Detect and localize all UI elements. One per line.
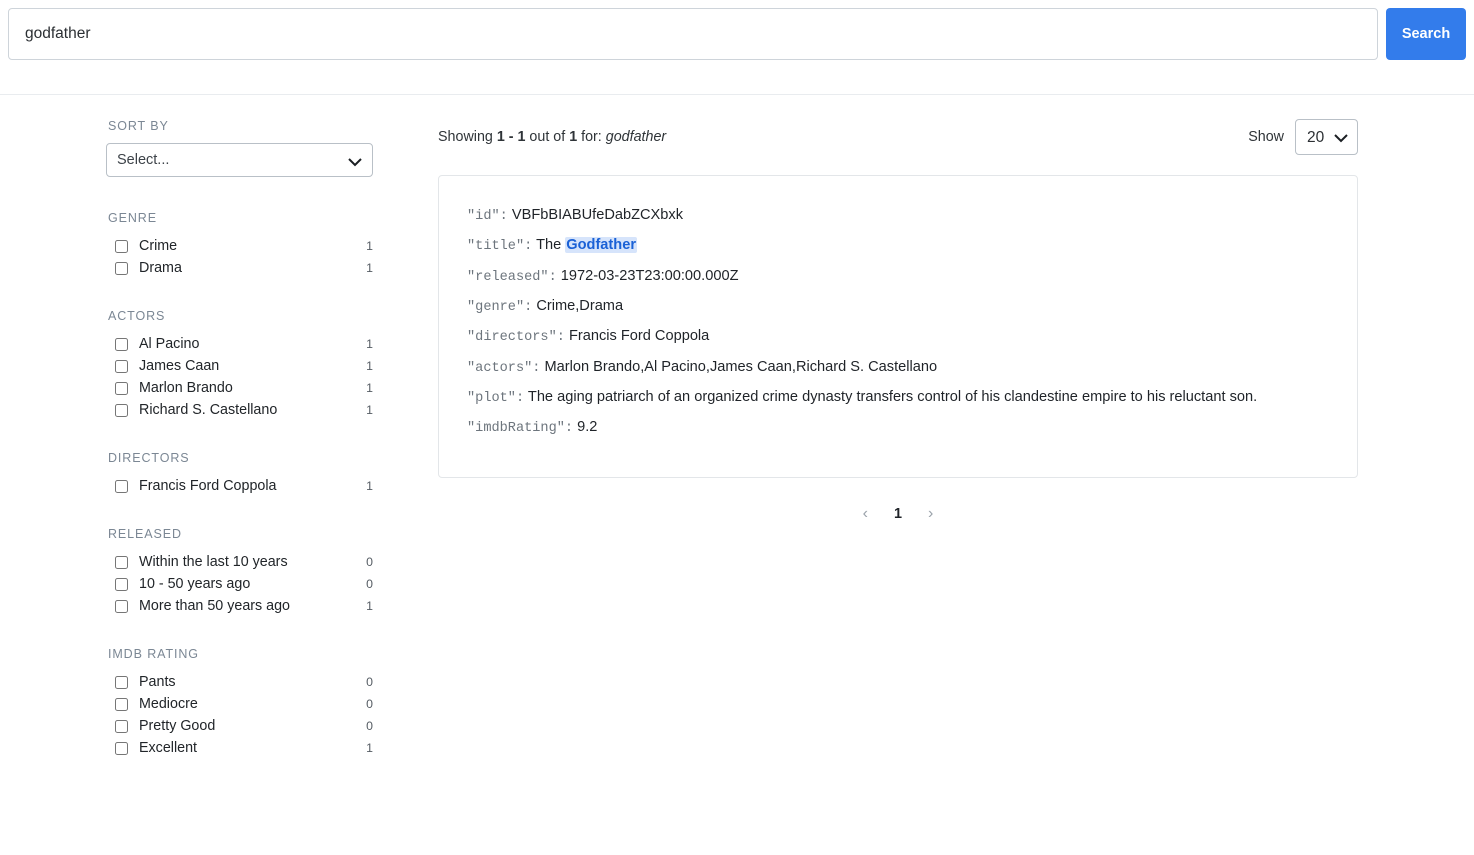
- field-value-genre: Crime,Drama: [536, 298, 624, 315]
- results-panel: [438, 119, 1474, 855]
- facet-group-genre: [106, 211, 414, 279]
- pagination-page-1[interactable]: 1: [893, 505, 902, 522]
- facet-item-pants[interactable]: [106, 671, 374, 693]
- showing-range: 1 - 1: [496, 129, 526, 145]
- facet-item-al-pacino[interactable]: [106, 333, 374, 355]
- facet-checkbox-al-pacino[interactable]: [115, 338, 128, 351]
- field-directors: [467, 327, 1329, 347]
- field-key-id: "id":: [467, 209, 508, 224]
- showing-prefix: Showing: [438, 129, 493, 145]
- field-value-id: VBFbBIABUfeDabZCXbxk: [511, 207, 683, 223]
- facet-group-actors: [106, 309, 414, 421]
- facet-count-mediocre: 0: [366, 697, 373, 711]
- facet-label-crime: Crime: [139, 238, 178, 254]
- facet-count-pants: 0: [366, 675, 373, 689]
- facet-checkbox-10-50-years-ago[interactable]: [115, 578, 128, 591]
- field-key-actors: "actors":: [467, 360, 541, 376]
- facet-count-more-than-50-years-ago: 1: [366, 599, 373, 613]
- field-key-plot: "plot":: [467, 391, 525, 407]
- facet-checkbox-excellent[interactable]: [115, 742, 128, 755]
- field-genre: [467, 297, 1329, 317]
- facet-checkbox-last-10-years[interactable]: [115, 556, 128, 569]
- field-key-genre: "genre":: [467, 300, 533, 316]
- facet-label-drama: Drama: [139, 260, 182, 276]
- facet-label-richard-s-castellano: Richard S. Castellano: [139, 402, 278, 418]
- results-summary: [438, 129, 666, 145]
- facet-title-released: RELEASED: [108, 527, 182, 541]
- page-size-select-wrapper: [1295, 119, 1358, 155]
- facet-label-excellent: Excellent: [139, 740, 198, 756]
- facet-item-richard-s-castellano[interactable]: [106, 399, 374, 421]
- facet-checkbox-francis-ford-coppola[interactable]: [115, 480, 128, 493]
- facet-item-excellent[interactable]: [106, 737, 374, 759]
- facet-label-marlon-brando: Marlon Brando: [139, 380, 233, 396]
- facet-count-pretty-good: 0: [366, 719, 373, 733]
- facet-title-directors: DIRECTORS: [108, 451, 190, 465]
- pagination-next-icon[interactable]: ›: [922, 504, 939, 524]
- facet-item-10-50-years-ago[interactable]: [106, 573, 374, 595]
- facet-label-10-50-years-ago: 10 - 50 years ago: [139, 576, 251, 592]
- field-value-directors: Francis Ford Coppola: [568, 328, 710, 345]
- field-imdb-rating: [467, 418, 1329, 438]
- field-actors: [467, 358, 1329, 378]
- facet-checkbox-james-caan[interactable]: [115, 360, 128, 373]
- facet-title-sort: SORT BY: [108, 119, 169, 133]
- showing-query: godfather: [605, 129, 667, 145]
- facet-count-richard-s-castellano: 1: [366, 403, 373, 417]
- page-size-control: [1248, 119, 1358, 155]
- facet-item-francis-ford-coppola[interactable]: [106, 475, 374, 497]
- facet-count-excellent: 1: [366, 741, 373, 755]
- result-card[interactable]: [438, 175, 1358, 478]
- facet-item-last-10-years[interactable]: [106, 551, 374, 573]
- facet-checkbox-richard-s-castellano[interactable]: [115, 404, 128, 417]
- facet-item-drama[interactable]: [106, 257, 374, 279]
- field-title: [467, 236, 1329, 256]
- facets-sidebar: [0, 119, 438, 855]
- facet-label-francis-ford-coppola: Francis Ford Coppola: [139, 478, 277, 494]
- showing-for-label: for:: [581, 129, 602, 145]
- facet-title-genre: GENRE: [108, 211, 157, 225]
- field-key-imdb-rating: "imdbRating":: [467, 421, 574, 437]
- results-header: [438, 119, 1358, 155]
- facet-title-imdb-rating: IMDB RATING: [108, 647, 199, 661]
- sort-by-select[interactable]: [106, 143, 373, 177]
- facet-label-pretty-good: Pretty Good: [139, 718, 216, 734]
- pagination: [438, 504, 1358, 524]
- facet-checkbox-mediocre[interactable]: [115, 698, 128, 711]
- facet-count-crime: 1: [366, 239, 373, 253]
- facet-label-mediocre: Mediocre: [139, 696, 198, 712]
- field-value-plot: The aging patriarch of an organized crime dynasty transfers control of his clandestine empire to his reluctant son.: [527, 389, 1258, 406]
- facet-count-marlon-brando: 1: [366, 381, 373, 395]
- main-layout: [0, 95, 1474, 855]
- facet-group-imdb-rating: [106, 647, 414, 759]
- field-plot: [467, 388, 1329, 408]
- facet-checkbox-drama[interactable]: [115, 262, 128, 275]
- pagination-prev-icon[interactable]: ‹: [857, 504, 874, 524]
- field-key-title: "title":: [467, 239, 533, 255]
- search-button[interactable]: Search: [1386, 8, 1466, 60]
- facet-label-pants: Pants: [139, 674, 176, 690]
- facet-count-francis-ford-coppola: 1: [366, 479, 373, 493]
- facet-group-released: [106, 527, 414, 617]
- sort-select-wrapper: [106, 143, 373, 177]
- page-size-select[interactable]: [1295, 119, 1358, 155]
- showing-outof: out of: [529, 129, 566, 145]
- facet-count-james-caan: 1: [366, 359, 373, 373]
- field-key-directors: "directors":: [467, 330, 565, 346]
- field-value-imdb-rating: 9.2: [577, 419, 598, 436]
- facet-count-al-pacino: 1: [366, 337, 373, 351]
- facet-count-drama: 1: [366, 261, 373, 275]
- facet-checkbox-marlon-brando[interactable]: [115, 382, 128, 395]
- facet-count-last-10-years: 0: [366, 555, 373, 569]
- field-value-title-pre: The: [536, 237, 566, 254]
- facet-item-more-than-50-years-ago[interactable]: [106, 595, 374, 617]
- field-key-released: "released":: [467, 269, 557, 285]
- facet-item-marlon-brando[interactable]: [106, 377, 374, 399]
- facet-item-mediocre[interactable]: [106, 693, 374, 715]
- field-value-released: 1972-03-23T23:00:00.000Z: [560, 267, 739, 284]
- facet-label-last-10-years: Within the last 10 years: [139, 554, 288, 570]
- search-term-highlight: Godfather: [566, 237, 636, 254]
- facet-item-pretty-good[interactable]: [106, 715, 374, 737]
- facet-count-10-50-years-ago: 0: [366, 577, 373, 591]
- field-id: [467, 206, 1329, 226]
- facet-checkbox-pants[interactable]: [115, 676, 128, 689]
- facet-title-actors: ACTORS: [108, 309, 166, 323]
- search-bar: [0, 0, 1474, 78]
- page-size-label: Show: [1248, 129, 1284, 145]
- facet-label-james-caan: James Caan: [139, 358, 220, 374]
- facet-checkbox-more-than-50-years-ago[interactable]: [115, 600, 128, 613]
- facet-item-james-caan[interactable]: [106, 355, 374, 377]
- field-released: [467, 267, 1329, 287]
- field-value-actors: Marlon Brando,Al Pacino,James Caan,Richard S. Castellano: [544, 358, 938, 375]
- facet-group-directors: [106, 451, 414, 497]
- facet-item-crime[interactable]: [106, 235, 374, 257]
- facet-label-more-than-50-years-ago: More than 50 years ago: [139, 598, 291, 614]
- facet-checkbox-pretty-good[interactable]: [115, 720, 128, 733]
- facet-group-sort: [106, 119, 414, 177]
- showing-total: 1: [569, 129, 578, 145]
- facet-label-al-pacino: Al Pacino: [139, 336, 200, 352]
- facet-checkbox-crime[interactable]: [115, 240, 128, 253]
- search-input[interactable]: [8, 8, 1378, 60]
